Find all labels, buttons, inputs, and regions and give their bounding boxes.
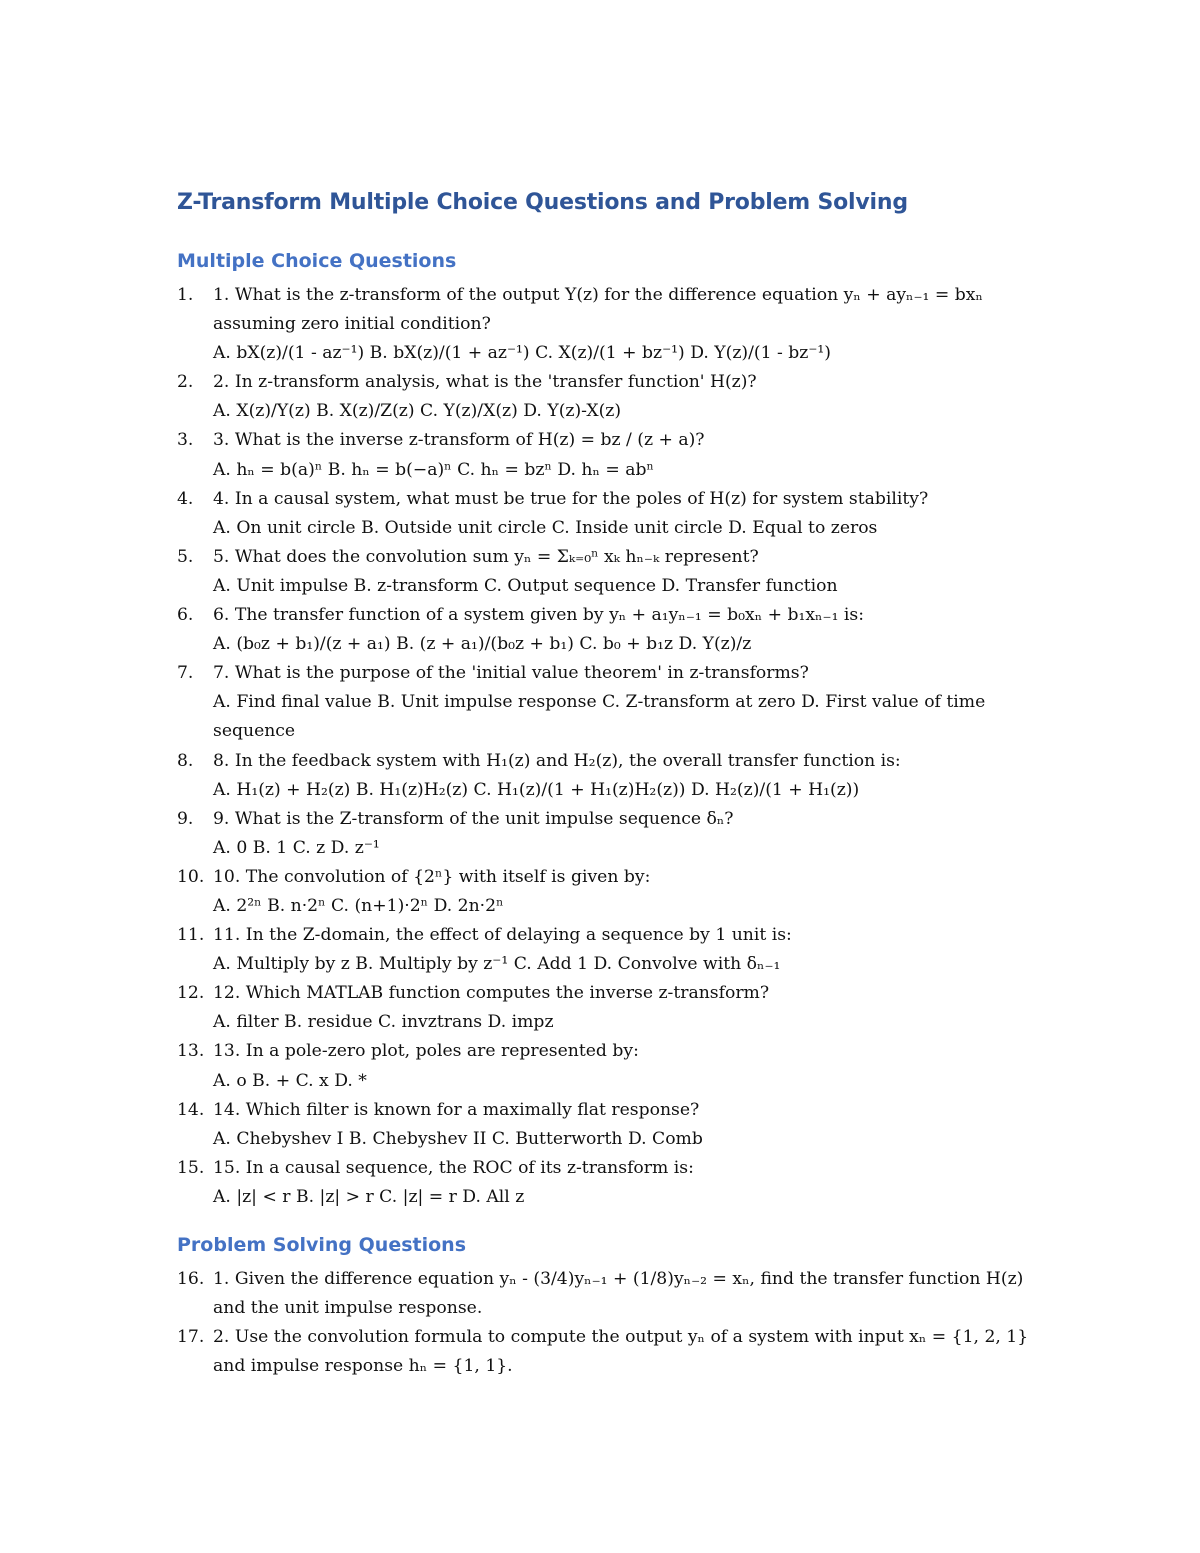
question-options: A. Unit impulse B. z-transform C. Output sequence D. Transfer function [213,575,838,596]
question-text: 11. In the Z-domain, the effect of delaying a sequence by 1 unit is: [213,925,792,946]
mcq-question-4 [177,485,1037,543]
question-options: A. |z| < r B. |z| > r C. |z| = r D. All z [213,1186,525,1207]
question-text: 2. Use the convolution formula to compute the output yₙ of a system with input xₙ = {1, 2, 1} and impulse response hₙ = {1, 1}. [213,1327,1029,1377]
question-number: 1. [177,285,194,305]
question-number: 14. [177,1099,205,1120]
mcq-question-6 [177,601,1037,659]
question-text: 13. In a pole-zero plot, poles are represented by: [213,1041,639,1062]
document-title: Z-Transform Multiple Choice Questions and Problem Solving [177,190,908,215]
question-number: 15. [177,1157,205,1178]
question-text: 8. In the feedback system with H₁(z) and H₂(z), the overall transfer function is: [213,750,901,771]
question-number: 8. [177,750,194,771]
mcq-question-12 [177,979,1037,1037]
question-number: 3. [177,430,194,451]
question-text: 6. The transfer function of a system given by yₙ + a₁yₙ₋₁ = b₀xₙ + b₁xₙ₋₁ is: [213,605,865,626]
question-options: A. 0 B. 1 C. z D. z⁻¹ [213,837,380,858]
question-number: 16. [177,1269,205,1289]
problem-list [177,1265,1037,1381]
mcq-question-8 [177,747,1037,805]
mcq-question-9 [177,805,1037,863]
question-number: 17. [177,1327,205,1348]
question-options: A. Chebyshev I B. Chebyshev II C. Butterworth D. Comb [213,1128,703,1149]
question-text: 9. What is the Z-transform of the unit impulse sequence δₙ? [213,808,734,829]
question-text: 3. What is the inverse z-transform of H(z) = bz / (z + a)? [213,430,705,451]
question-number: 12. [177,983,205,1004]
problem-question-16 [177,1265,1037,1323]
problem-section-heading: Problem Solving Questions [177,1234,467,1256]
question-options: A. hₙ = b(a)ⁿ B. hₙ = b(−a)ⁿ C. hₙ = bzⁿ D. hₙ = abⁿ [213,459,654,480]
mcq-question-10 [177,863,1037,921]
question-text: 12. Which MATLAB function computes the inverse z-transform? [213,983,770,1004]
question-options: A. Find final value B. Unit impulse response C. Z-transform at zero D. First value of time sequence [213,692,986,742]
question-number: 2. [177,372,194,393]
question-number: 6. [177,605,194,626]
question-number: 10. [177,866,205,887]
question-number: 9. [177,808,194,829]
question-number: 5. [177,546,194,567]
question-number: 13. [177,1041,205,1062]
question-text: 1. What is the z-transform of the output Y(z) for the difference equation yₙ + ayₙ₋₁ = bxₙ assuming zero initial condition? [213,285,983,335]
mcq-question-15 [177,1154,1037,1212]
mcq-question-7 [177,659,1037,746]
problem-question-17 [177,1323,1037,1381]
question-text: 5. What does the convolution sum yₙ = Σₖ₌₀ⁿ xₖ hₙ₋ₖ represent? [213,546,759,567]
question-text: 15. In a causal sequence, the ROC of its z-transform is: [213,1157,694,1178]
question-options: A. On unit circle B. Outside unit circle C. Inside unit circle D. Equal to zeros [213,517,878,538]
question-text: 2. In z-transform analysis, what is the 'transfer function' H(z)? [213,372,757,393]
question-text: 7. What is the purpose of the 'initial value theorem' in z-transforms? [213,663,809,684]
question-text: 1. Given the difference equation yₙ - (3/4)yₙ₋₁ + (1/8)yₙ₋₂ = xₙ, find the transfer function H(z) and the unit impulse response. [213,1269,1024,1319]
question-options: A. o B. + C. x D. * [213,1070,367,1091]
question-options: A. 2²ⁿ B. n·2ⁿ C. (n+1)·2ⁿ D. 2n·2ⁿ [213,895,504,916]
mcq-question-13 [177,1037,1037,1095]
mcq-list [177,281,1037,1212]
question-options: A. X(z)/Y(z) B. X(z)/Z(z) C. Y(z)/X(z) D. Y(z)-X(z) [213,401,622,422]
mcq-question-5 [177,543,1037,601]
question-number: 7. [177,663,194,684]
question-text: 14. Which filter is known for a maximally flat response? [213,1099,700,1120]
mcq-question-1 [177,281,1037,368]
question-text: 4. In a causal system, what must be true for the poles of H(z) for system stability? [213,488,929,509]
question-options: A. Multiply by z B. Multiply by z⁻¹ C. Add 1 D. Convolve with δₙ₋₁ [213,954,781,975]
mcq-question-3 [177,426,1037,484]
mcq-question-11 [177,921,1037,979]
question-number: 11. [177,925,205,946]
question-text: 10. The convolution of {2ⁿ} with itself is given by: [213,866,651,887]
mcq-question-2 [177,368,1037,426]
question-options: A. H₁(z) + H₂(z) B. H₁(z)H₂(z) C. H₁(z)/(1 + H₁(z)H₂(z)) D. H₂(z)/(1 + H₁(z)) [213,779,860,800]
question-number: 4. [177,488,194,509]
question-options: A. bX(z)/(1 - az⁻¹) B. bX(z)/(1 + az⁻¹) C. X(z)/(1 + bz⁻¹) D. Y(z)/(1 - bz⁻¹) [213,343,832,364]
question-options: A. (b₀z + b₁)/(z + a₁) B. (z + a₁)/(b₀z + b₁) C. b₀ + b₁z D. Y(z)/z [213,634,752,655]
mcq-section-heading: Multiple Choice Questions [177,250,457,272]
mcq-question-14 [177,1096,1037,1154]
question-options: A. filter B. residue C. invztrans D. impz [213,1012,554,1033]
